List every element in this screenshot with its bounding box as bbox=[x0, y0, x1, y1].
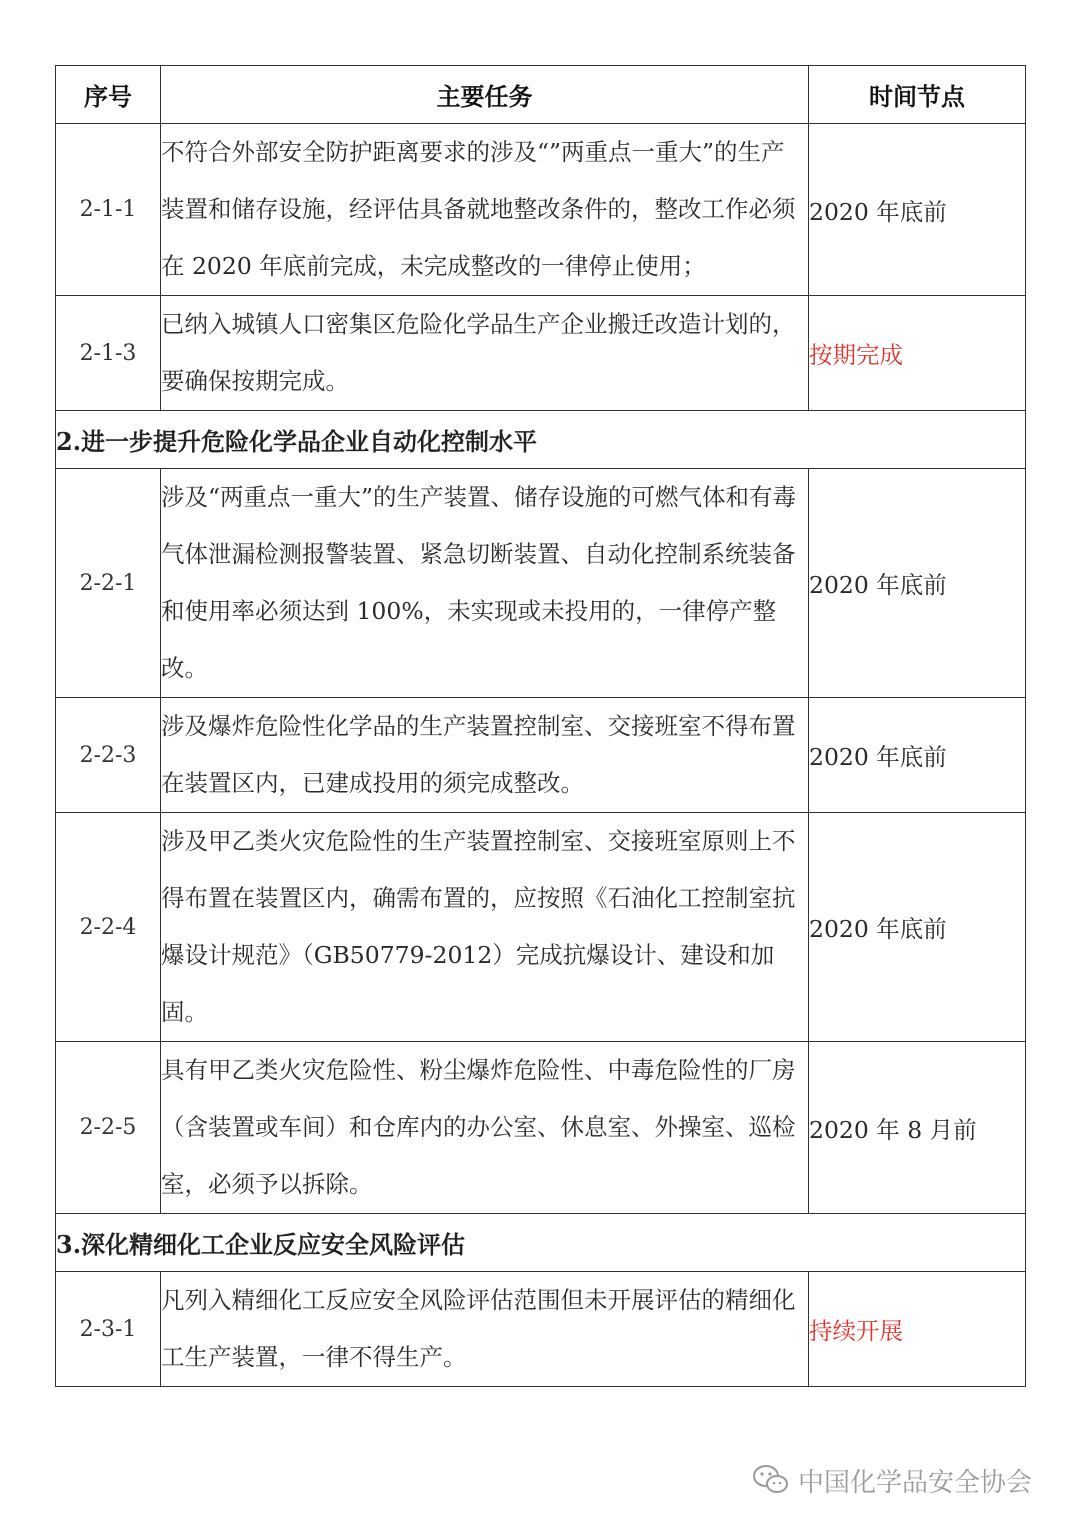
table-row bbox=[56, 469, 1026, 698]
row-deadline: 2020 年底前 bbox=[809, 124, 1026, 296]
row-id: 2-2-4 bbox=[56, 813, 161, 1042]
table-row bbox=[56, 1042, 1026, 1214]
row-task: 涉及“两重点一重大”的生产装置、储存设施的可燃气体和有毒气体泄漏检测报警装置、紧急切断装置、自动化控制系统装备和使用率必须达到 100%，未实现或未投用的，一律停产整改。 bbox=[161, 469, 809, 698]
row-deadline: 2020 年底前 bbox=[809, 698, 1026, 813]
row-id: 2-2-3 bbox=[56, 698, 161, 813]
watermark-text: 中国化学品安全协会 bbox=[798, 1467, 1033, 1498]
wechat-icon bbox=[752, 1464, 790, 1496]
header-id: 序号 bbox=[56, 66, 161, 124]
table-row bbox=[56, 124, 1026, 296]
row-task: 具有甲乙类火灾危险性、粉尘爆炸危险性、中毒危险性的厂房（含装置或车间）和仓库内的办公室、休息室、外操室、巡检室，必须予以拆除。 bbox=[161, 1042, 809, 1214]
row-id: 2-3-1 bbox=[56, 1272, 161, 1387]
row-deadline: 按期完成 bbox=[809, 296, 1026, 411]
header-deadline: 时间节点 bbox=[809, 66, 1026, 124]
table-row bbox=[56, 296, 1026, 411]
row-id: 2-1-1 bbox=[56, 124, 161, 296]
row-id: 2-2-5 bbox=[56, 1042, 161, 1214]
row-task: 涉及爆炸危险性化学品的生产装置控制室、交接班室不得布置在装置区内，已建成投用的须完成整改。 bbox=[161, 698, 809, 813]
row-deadline: 持续开展 bbox=[809, 1272, 1026, 1387]
section-row bbox=[56, 1214, 1026, 1272]
section-row bbox=[56, 411, 1026, 469]
row-task: 涉及甲乙类火灾危险性的生产装置控制室、交接班室原则上不得布置在装置区内，确需布置的，应按照《石油化工控制室抗爆设计规范》（GB50779-2012）完成抗爆设计、建设和加固。 bbox=[161, 813, 809, 1042]
row-deadline: 2020 年底前 bbox=[809, 813, 1026, 1042]
task-table bbox=[55, 65, 1026, 1387]
section-heading: 3.深化精细化工企业反应安全风险评估 bbox=[56, 1214, 1026, 1272]
table-header-row bbox=[56, 66, 1026, 124]
row-deadline: 2020 年底前 bbox=[809, 469, 1026, 698]
row-task: 不符合外部安全防护距离要求的涉及“”两重点一重大”的生产装置和储存设施，经评估具备就地整改条件的，整改工作必须在 2020 年底前完成，未完成整改的一律停止使用； bbox=[161, 124, 809, 296]
row-id: 2-1-3 bbox=[56, 296, 161, 411]
section-heading: 2.进一步提升危险化学品企业自动化控制水平 bbox=[56, 411, 1026, 469]
row-task: 凡列入精细化工反应安全风险评估范围但未开展评估的精细化工生产装置，一律不得生产。 bbox=[161, 1272, 809, 1387]
table-row bbox=[56, 813, 1026, 1042]
table-row bbox=[56, 698, 1026, 813]
table-row bbox=[56, 1272, 1026, 1387]
row-deadline: 2020 年 8 月前 bbox=[809, 1042, 1026, 1214]
header-task: 主要任务 bbox=[161, 66, 809, 124]
row-id: 2-2-1 bbox=[56, 469, 161, 698]
row-task: 已纳入城镇人口密集区危险化学品生产企业搬迁改造计划的，要确保按期完成。 bbox=[161, 296, 809, 411]
watermark bbox=[752, 1460, 1032, 1500]
